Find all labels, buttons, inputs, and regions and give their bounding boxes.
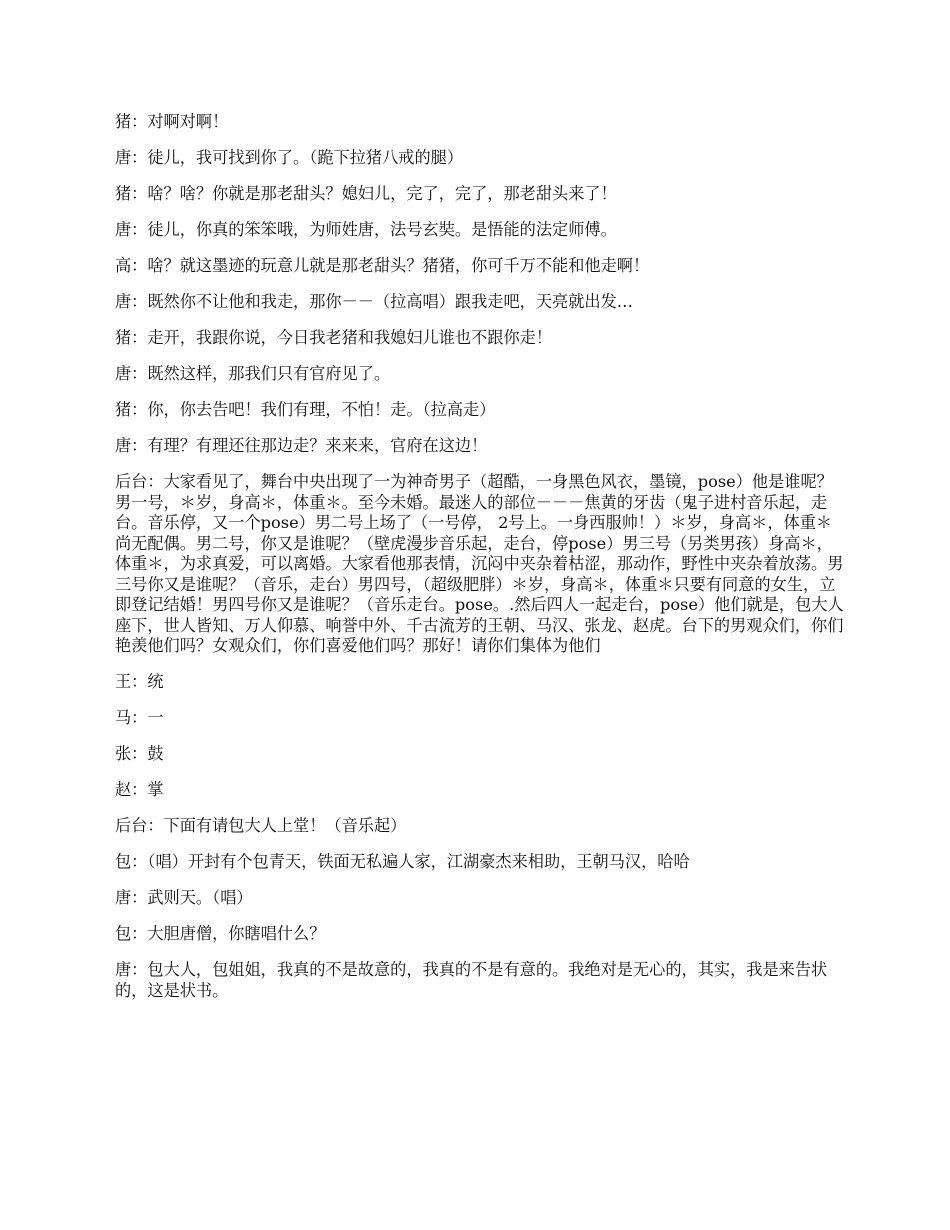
- dialogue-line: 猪：对啊对啊！: [115, 112, 229, 131]
- dialogue-line: 包：（唱）开封有个包青天，铁面无私遍人家，江湖豪杰来相助，王朝马汉，哈哈: [115, 852, 690, 871]
- narration-paragraph: 后台：大家看见了，舞台中央出现了一为神奇男子（超酷，一身黑色风衣，墨镜，pose）他是谁呢？男一号，＊岁，身高＊，体重＊。至今未婚。最迷人的部位－－－焦黄的牙齿（鬼子进村音乐起，走台。音乐停，又一个pose）男二号上场了（一号停， 2号上。一身西服帅！）＊岁，身高＊，体重＊尚无配偶。男二号，你又是谁呢？（壁虎漫步音乐起，走台，停pose）男三号（另类男孩）身高＊，体重＊，为求真爱，可以离婚。大家看他那表情，沉闷中夹杂着枯涩，那动作，野性中夹杂着放荡。男三号你又是谁呢？（音乐，走台）男四号，（超级肥胖）＊岁，身高＊，体重＊只要有同意的女生，立即登记结婚！男四号你又是谁呢？（音乐走台。pose。.然后四人一起走台，pose）他们就是，包大人座下，世人皆知、万人仰慕、响誉中外、千古流芳的王朝、马汉、张龙、赵虎。台下的男观众们，你们艳羡他们吗？女观众们，你们喜爱他们吗？那好！请你们集体为他们: [115, 472, 844, 655]
- dialogue-line: 后台：下面有请包大人上堂！（音乐起）: [115, 816, 407, 835]
- dialogue-line: 猪：你，你去告吧！我们有理，不怕！走。（拉高走）: [115, 400, 496, 419]
- dialogue-line: 王：统: [115, 672, 164, 691]
- dialogue-line: 猪：走开，我跟你说，今日我老猪和我媳妇儿谁也不跟你走！: [115, 328, 553, 347]
- dialogue-line: 唐：既然这样，那我们只有官府见了。: [115, 364, 391, 383]
- dialogue-line: 唐：武则天。（唱）: [115, 888, 253, 907]
- dialogue-line: 猪：啥？啥？你就是那老甜头？媳妇儿，完了，完了，那老甜头来了！: [115, 184, 617, 203]
- dialogue-line: 唐：徒儿，我可找到你了。（跪下拉猪八戒的腿）: [115, 148, 464, 167]
- dialogue-line: 唐：有理？有理还往那边走？来来来，官府在这边！: [115, 436, 488, 455]
- dialogue-line: 包：大胆唐僧，你瞎唱什么？: [115, 924, 326, 943]
- dialogue-line: 张：鼓: [115, 744, 164, 763]
- document-page: [115, 112, 845, 1017]
- dialogue-line: 高：啥？就这墨迹的玩意儿就是那老甜头？猪猪，你可千万不能和他走啊！: [115, 256, 650, 275]
- dialogue-line: 赵：掌: [115, 780, 164, 799]
- dialogue-line: 唐：包大人，包姐姐，我真的不是故意的，我真的不是有意的。我绝对是无心的，其实，我是来告状的，这是状书。: [115, 960, 828, 1000]
- dialogue-line: 马：一: [115, 708, 164, 727]
- dialogue-line: 唐：既然你不让他和我走，那你－－（拉高唱）跟我走吧，天亮就出发…: [115, 292, 633, 311]
- dialogue-line: 唐：徒儿，你真的笨笨哦，为师姓唐，法号玄奘。是悟能的法定师傅。: [115, 220, 617, 239]
